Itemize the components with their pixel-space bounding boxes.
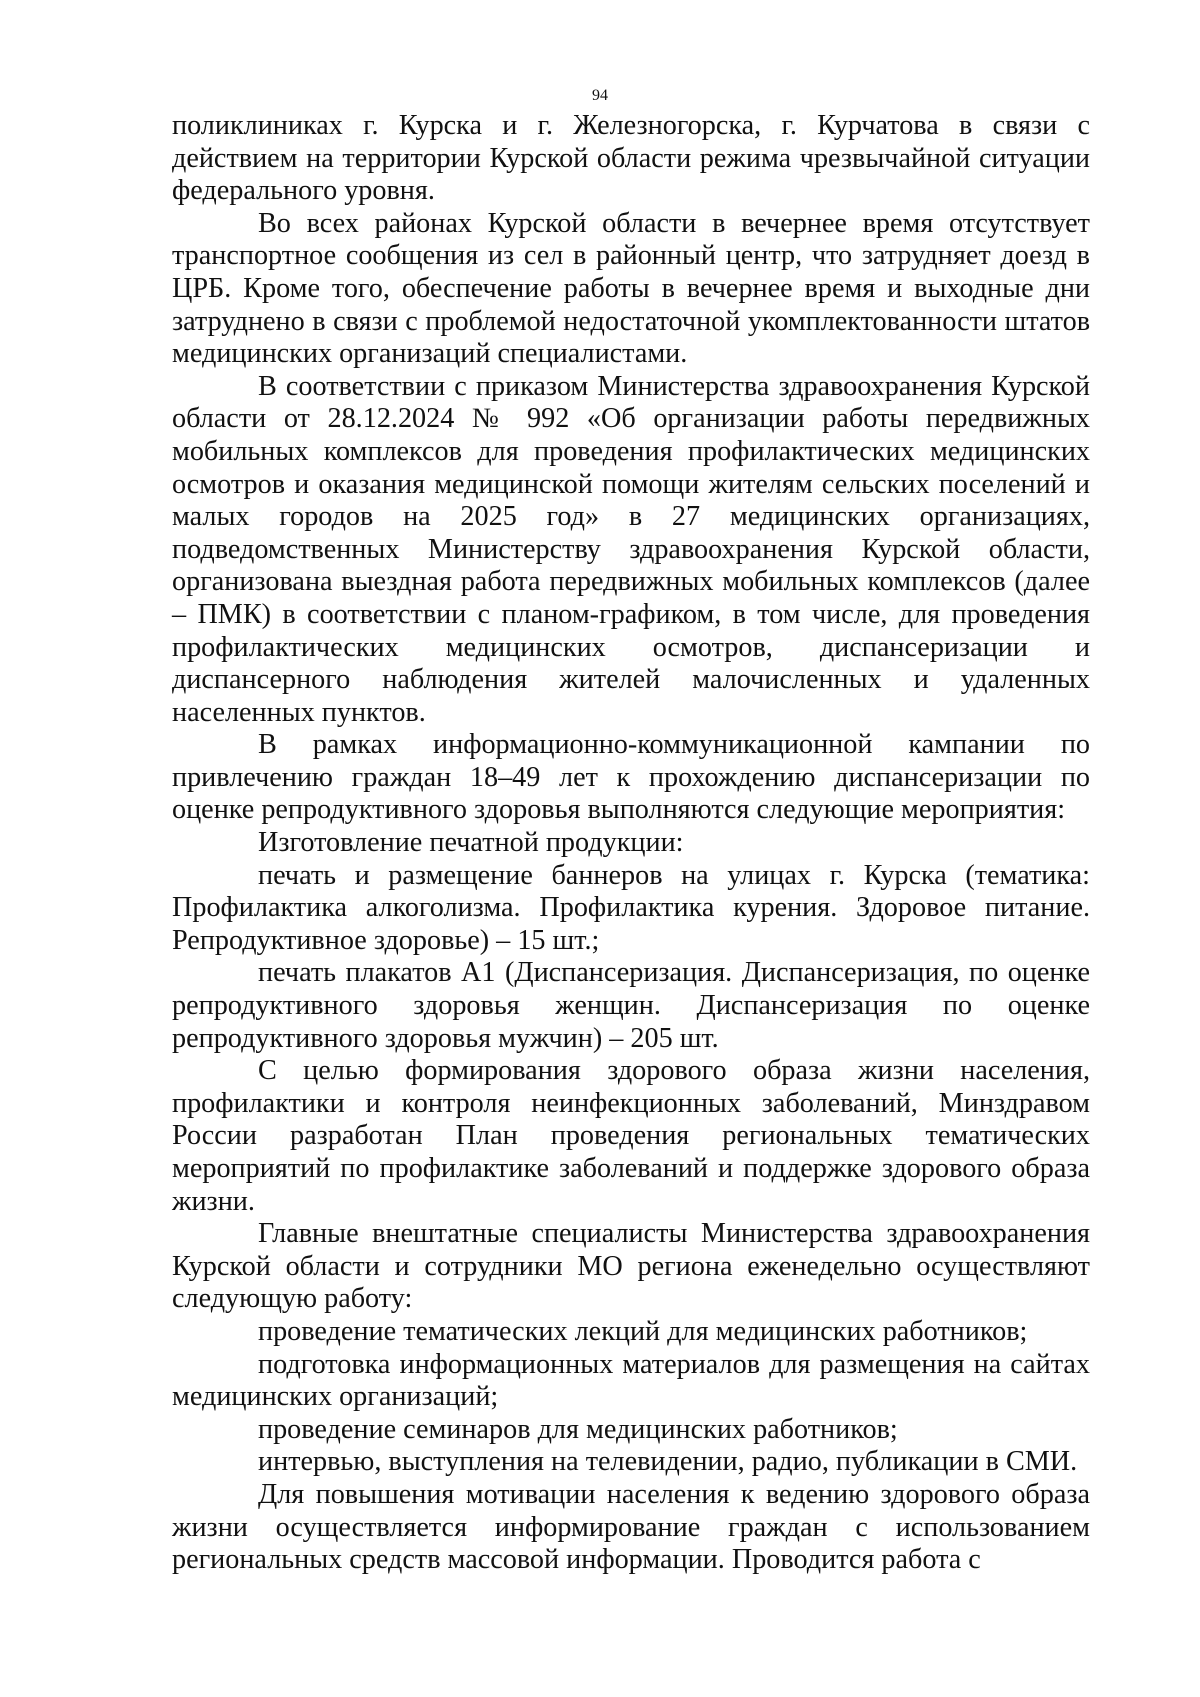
paragraph-posters: печать плакатов А1 (Диспансеризация. Диспансеризация, по оценке репродуктивного здоровья женщин. Диспансеризация по оценке репродуктивного здоровья мужчин) – 205 шт. bbox=[172, 957, 1090, 1054]
page-number: 94 bbox=[592, 87, 608, 104]
paragraph-media-interviews: интервью, выступления на телевидении, радио, публикации в СМИ. bbox=[258, 1446, 1078, 1478]
paragraph-printed-products: Изготовление печатной продукции: bbox=[258, 827, 684, 859]
paragraph-transport-issues: Во всех районах Курской области в вечернее время отсутствует транспортное сообщения из сел в районный центр, что затрудняет доезд в ЦРБ. Кроме того, обеспечение работы в вечернее время и выходные дни затруднено в связи с проблемой недостаточной укомплектованности штатов медицинских организаций специалистами. bbox=[172, 207, 1090, 370]
paragraph-information-materials: подготовка информационных материалов для размещения на сайтах медицинских организаций; bbox=[172, 1348, 1090, 1413]
paragraph-healthy-lifestyle-plan: С целью формирования здорового образа жизни населения, профилактики и контроля неинфекционных заболеваний, Минздравом России разработан План проведения региональных тематических мероприятий по профилактике заболеваний и поддержке здорового образа жизни. bbox=[172, 1055, 1090, 1217]
paragraph-population-motivation: Для повышения мотивации населения к ведению здорового образа жизни осуществляется информирование граждан с использованием региональных средств массовой информации. Проводится работа с bbox=[172, 1478, 1090, 1576]
paragraph-mobile-complexes-order: В соответствии с приказом Министерства здравоохранения Курской области от 28.12.2024 № 992 «Об организации работы передвижных мобильных комплексов для проведения профилактических медицинских осмотров и оказания медицинской помощи жителям сельских поселений и малых городов на 2025 год» в 27 медицинских организациях, подведомственных Министерству здравоохранения Курской области, организована выездная работа передвижных мобильных комплексов (далее – ПМК) в соответствии с планом-графиком, в том числе, для проведения профилактических медицинских осмотров, диспансеризации и диспансерного наблюдения жителей малочисленных и удаленных населенных пунктов. bbox=[172, 370, 1090, 728]
paragraph-seminars: проведение семинаров для медицинских работников; bbox=[258, 1413, 898, 1445]
paragraph-chief-specialists: Главные внештатные специалисты Министерства здравоохранения Курской области и сотрудники МО региона еженедельно осуществляют следующую работу: bbox=[172, 1218, 1090, 1315]
document-body bbox=[172, 110, 1090, 1577]
paragraph-thematic-lectures: проведение тематических лекций для медицинских работников; bbox=[258, 1315, 1028, 1347]
paragraph-information-campaign: В рамках информационно-коммуникационной кампании по привлечению граждан 18–49 лет к прохождению диспансеризации по оценке репродуктивного здоровья выполняются следующие мероприятия: bbox=[172, 729, 1090, 826]
paragraph-continuation: поликлиниках г. Курска и г. Железногорска, г. Курчатова в связи с действием на территории Курской области режима чрезвычайной ситуации федерального уровня. bbox=[172, 110, 1090, 207]
paragraph-banners: печать и размещение баннеров на улицах г. Курска (тематика: Профилактика алкоголизма. Профилактика курения. Здоровое питание. Репродуктивное здоровье) – 15 шт.; bbox=[172, 859, 1090, 956]
